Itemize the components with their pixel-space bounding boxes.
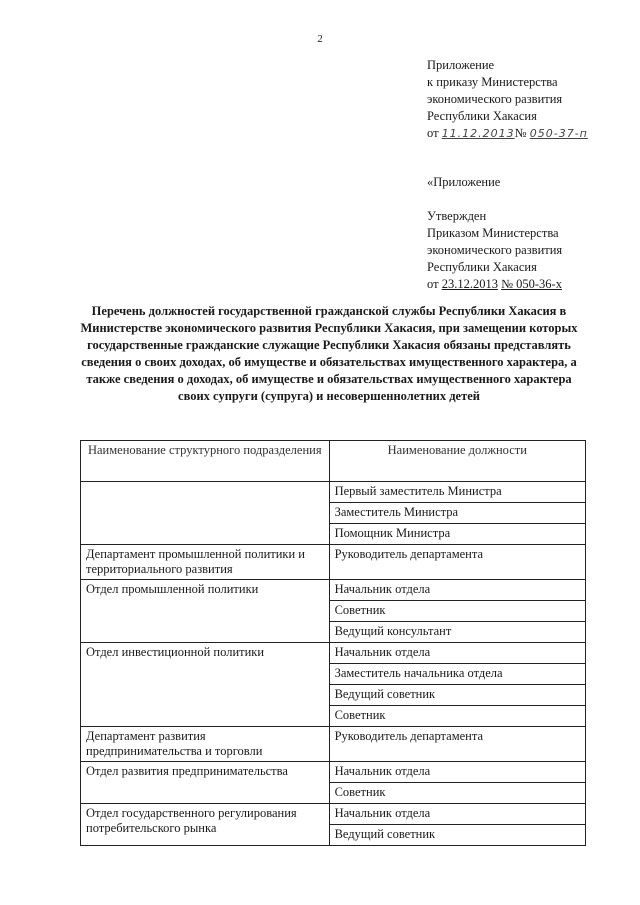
approval-number: № 050-36-х xyxy=(501,277,562,291)
handwritten-date: 11.12.2013 xyxy=(441,127,515,140)
approval-date-line xyxy=(427,276,562,293)
signature-prefix: от xyxy=(427,126,439,140)
unit-cell: Отдел государственного регулирования потребительского рынка xyxy=(81,804,330,846)
unit-cell: Отдел инвестиционной политики xyxy=(81,643,330,727)
position-cell: Руководитель департамента xyxy=(329,727,585,762)
position-cell: Советник xyxy=(329,601,585,622)
position-cell: Заместитель Министра xyxy=(329,503,585,524)
table-row xyxy=(81,545,586,580)
positions-table xyxy=(80,440,586,846)
table-row xyxy=(81,727,586,762)
signature-line xyxy=(427,125,588,142)
unit-cell: Отдел развития предпринимательства xyxy=(81,762,330,804)
table-row xyxy=(81,804,586,825)
position-cell: Ведущий советник xyxy=(329,685,585,706)
position-cell: Ведущий советник xyxy=(329,825,585,846)
position-cell: Начальник отдела xyxy=(329,580,585,601)
position-cell: Советник xyxy=(329,783,585,804)
approval-line: Приказом Министерства xyxy=(427,226,559,240)
appendix-line: к приказу Министерства xyxy=(427,75,558,89)
table-row xyxy=(81,762,586,783)
position-cell: Начальник отдела xyxy=(329,762,585,783)
approval-date: 23.12.2013 xyxy=(441,277,498,291)
table-row xyxy=(81,482,586,503)
position-cell: Советник xyxy=(329,706,585,727)
position-cell: Начальник отдела xyxy=(329,804,585,825)
table-row xyxy=(81,580,586,601)
position-cell: Заместитель начальника отдела xyxy=(329,664,585,685)
unit-cell: Отдел промышленной политики xyxy=(81,580,330,643)
approval-line: Утвержден xyxy=(427,209,487,223)
position-cell: Первый заместитель Министра xyxy=(329,482,585,503)
position-cell: Руководитель департамента xyxy=(329,545,585,580)
approval-date-prefix: от xyxy=(427,277,439,291)
header-unit: Наименование структурного подразделения xyxy=(81,441,330,482)
appendix-line: Приложение xyxy=(427,58,495,72)
header-position: Наименование должности xyxy=(329,441,585,482)
position-cell: Ведущий консультант xyxy=(329,622,585,643)
number-sign: № xyxy=(514,126,527,140)
approval-title: «Приложение xyxy=(427,175,501,189)
position-cell: Начальник отдела xyxy=(329,643,585,664)
approval-line: экономического развития xyxy=(427,243,563,257)
unit-cell: Департамент промышленной политики и территориального развития xyxy=(81,545,330,580)
document-title: Перечень должностей государственной гражданской службы Республики Хакасия в Министерстве экономического развития Республики Хакасия, при замещении которых государственные гражданские служащие Республики Хакасия обязаны представлять сведения о своих доходах, об имуществе и обязательствах имущественного характера, а также сведения о доходах, об имуществе и обязательствах имущественного характера своих супруги (супруга) и несовершеннолетних детей xyxy=(80,304,578,403)
unit-cell xyxy=(81,482,330,545)
unit-cell: Департамент развития предпринимательства и торговли xyxy=(81,727,330,762)
handwritten-number: 050-37-п xyxy=(529,127,588,140)
appendix-line: Республики Хакасия xyxy=(427,109,537,123)
table-row xyxy=(81,643,586,664)
position-cell: Помощник Министра xyxy=(329,524,585,545)
page-number: 2 xyxy=(317,33,323,45)
table-header-row xyxy=(81,441,586,482)
appendix-header xyxy=(427,57,588,142)
approval-line: Республики Хакасия xyxy=(427,260,537,274)
appendix-line: экономического развития xyxy=(427,92,563,106)
approval-block xyxy=(427,174,562,293)
